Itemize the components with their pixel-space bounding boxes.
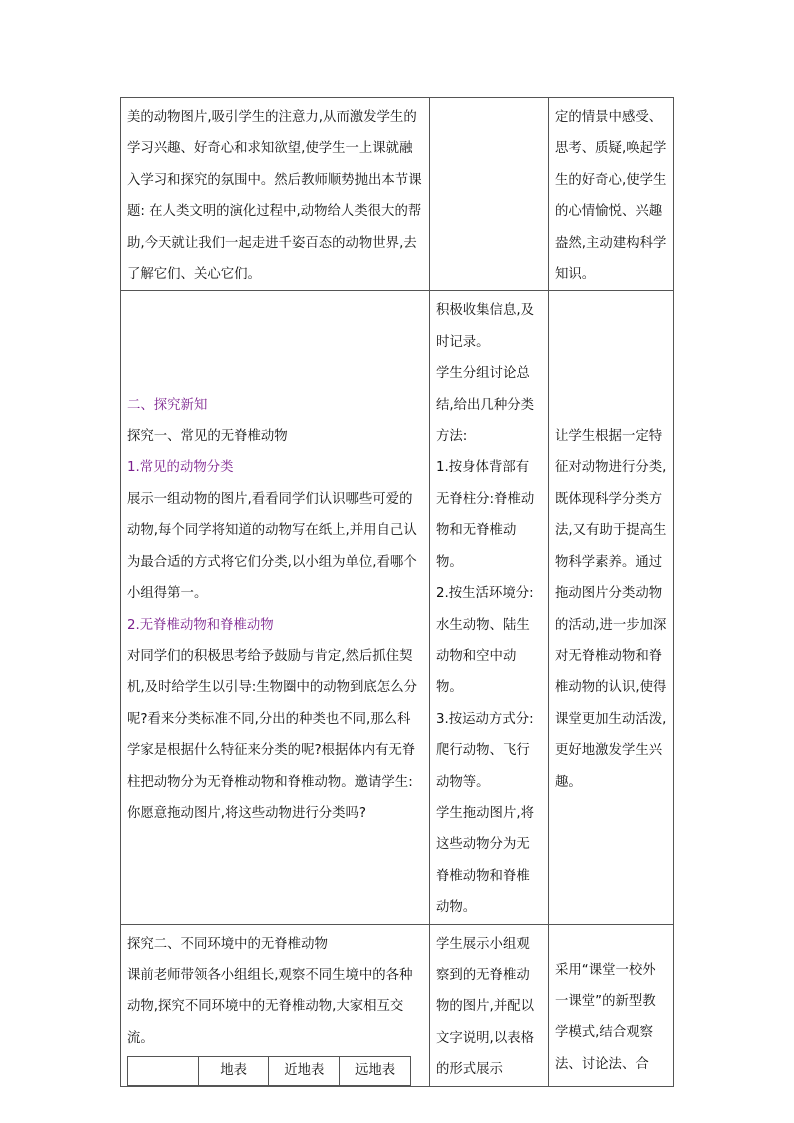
subsection-title: 探究一、常见的无脊椎动物: [127, 429, 288, 445]
list-item: 积极收集信息,及时记录。: [436, 303, 534, 350]
list-item: 1.按身体背部有无脊柱分:脊椎动物和无脊椎动物。: [436, 460, 535, 570]
list-item: 2.按生活环境分:水生动物、陆生动物和空中动物。: [436, 586, 534, 696]
list-item: 学生拖动图片,将这些动物分为无脊椎动物和脊椎动物。: [436, 805, 534, 916]
point-text: 课前老师带领各小组组长,观察不同生境中的各种动物,探究不同环境中的无脊椎动物,大家相互交流。: [127, 967, 413, 1046]
teacher-activity-cell: [121, 924, 430, 1087]
table-row: [121, 924, 674, 1087]
teacher-activity-cell: [121, 98, 430, 291]
design-intent-cell: [549, 291, 674, 924]
subsection-title: 探究二、不同环境中的无脊椎动物: [127, 936, 328, 952]
list-item: 学生分组讨论总结,给出几种分类方法:: [436, 366, 534, 445]
student-activity-cell: [430, 291, 549, 924]
table-header-cell: [128, 1057, 199, 1086]
table-header-cell: 近地表: [269, 1057, 340, 1086]
design-intent-text: 采用“课堂一校外一课堂”的新型教学模式,结合观察法、讨论法、合: [555, 962, 656, 1072]
student-activity-text: 学生展示小组观察到的无脊椎动物的图片,并配以文字说明,以表格的形式展示: [436, 936, 534, 1078]
environment-table: [127, 1056, 411, 1086]
table-row: [128, 1057, 411, 1086]
point-text: 对同学们的积极思考给予鼓励与肯定,然后抓住契机,及时给学生以引导:生物圈中的动物到底怎么分呢?看来分类标准不同,分出的种类也不同,那么科学家是根据什么特征来分类的呢?根据体内有无脊柱把动物分为无脊椎动物和脊椎动物。邀请学生:你愿意拖动图片,将这些动物进行分类吗?: [127, 648, 417, 821]
table-header-cell: 远地表: [340, 1057, 411, 1086]
table-row: [121, 98, 674, 291]
section-heading: 二、探究新知: [127, 397, 208, 413]
lesson-plan-table: [120, 97, 674, 1087]
list-item: 3.按运动方式分:爬行动物、飞行动物等。: [436, 711, 534, 790]
intro-text: 美的动物图片,吸引学生的注意力,从而激发学生的学习兴趣、好奇心和求知欲望,使学生一上课就融入学习和探究的氛围中。然后教师顺势抛出本节课题: 在人类文明的演化过程中,动物给人类很大的帮助,今天就让我们一起走进千姿百态的动物世界,去了解它们、关心它们。: [127, 110, 422, 283]
student-activity-cell: [430, 924, 549, 1087]
teacher-activity-cell: [121, 291, 430, 924]
design-intent-text: 让学生根据一定特征对动物进行分类,既体现科学分类方法,又有助于提高生物科学素养。通过拖动图片分类动物的活动,进一步加深对无脊椎动物和脊椎动物的认识,使得课堂更加生动活泼,更好地激发学生兴趣。: [555, 429, 667, 790]
point-title: 1.常见的动物分类: [127, 460, 234, 476]
design-intent-text: 定的情景中感受、思考、质疑,唤起学生的好奇心,使学生的心情愉悦、兴趣盎然,主动建构科学知识。: [555, 110, 667, 283]
design-intent-cell: [549, 98, 674, 291]
table-row: [121, 291, 674, 924]
point-title: 2.无脊椎动物和脊椎动物: [127, 617, 274, 633]
design-intent-cell: [549, 924, 674, 1087]
point-text: 展示一组动物的图片,看看同学们认识哪些可爱的动物,每个同学将知道的动物写在纸上,并用自己认为最合适的方式将它们分类,以小组为单位,看哪个小组得第一。: [127, 491, 417, 602]
student-activity-cell: [430, 98, 549, 291]
table-header-cell: 地表: [198, 1057, 269, 1086]
